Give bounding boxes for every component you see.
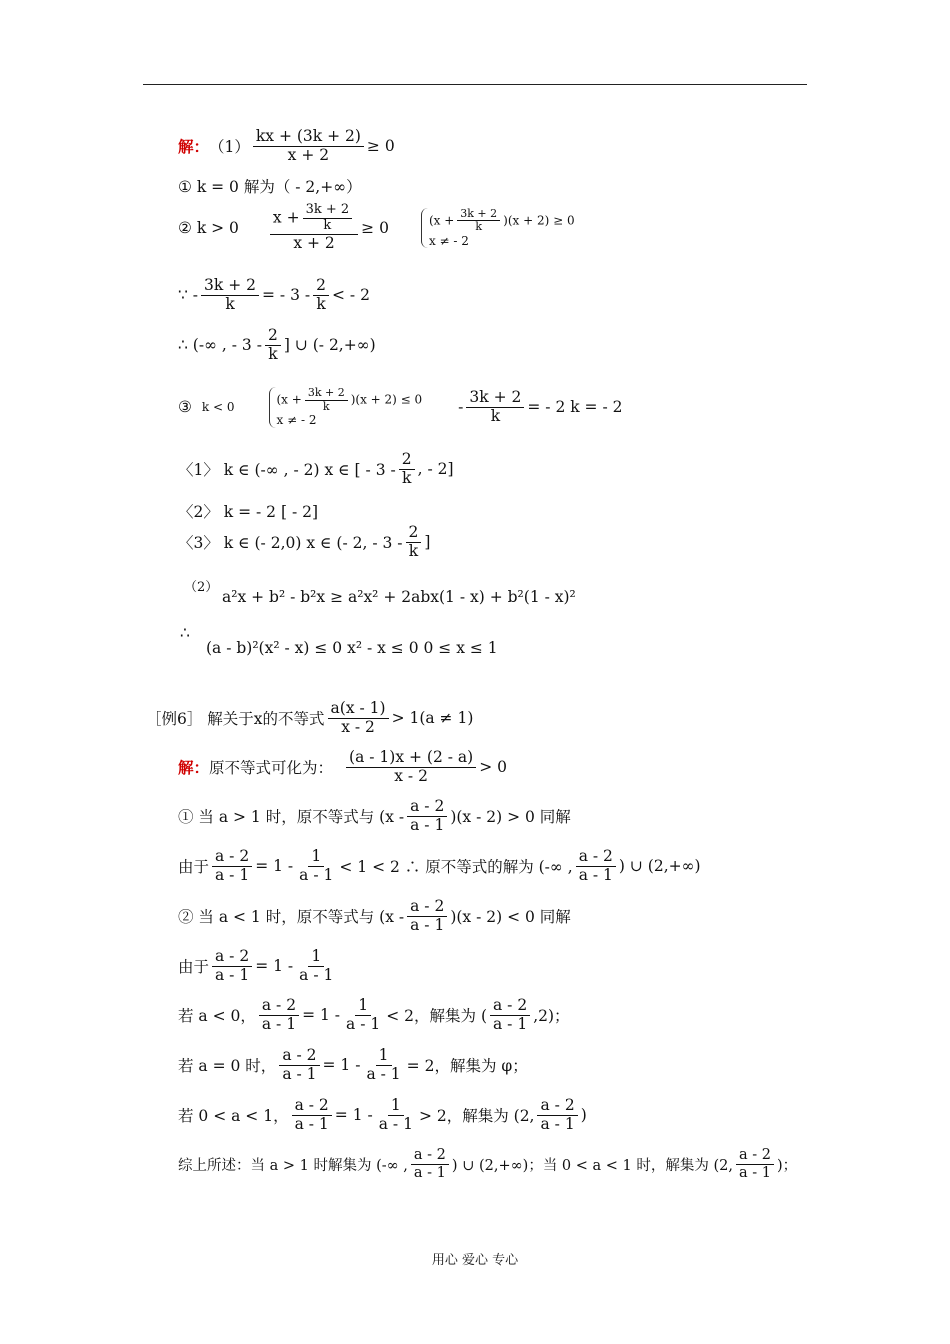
- part2-therefore: ∴: [180, 624, 190, 642]
- example6-title: ［例6］ 解关于x的不等式 $\frac{a(x - 1)}{x - 2}$ > 1(a ≠ 1): [146, 699, 474, 736]
- ex6-summary: 综上所述：当 a > 1 时解集为 (-∞ , $\frac{a - 2}{a - 1}$ ) ∪ (2,+∞)；当 0 < a < 1 时，解集为 (2, $\frac{a - 2}{a - 1}$ )；: [178, 1147, 798, 1181]
- because-line: ∵ - $\frac{3k + 2}{k}$ = - 3 - $\frac{2}{k}$ < - 2: [178, 276, 370, 313]
- inequality-system: (x + $\frac{3k + 2}{k}$ )(x + 2) ≤ 0 x ≠ - 2: [269, 387, 423, 428]
- ex6-if1: 若 a < 0， $\frac{a - 2}{a - 1}$ = 1 - $\frac{1}{a - 1}$ < 2，解集为 ( $\frac{a - 2}{a - 1}$ ,2)；: [178, 996, 570, 1033]
- ex6-case2: ② 当 a < 1 时，原不等式与 (x - $\frac{a - 2}{a - 1}$ )(x - 2) < 0 同解: [178, 897, 571, 934]
- case3-line: ③ k < 0 (x + $\frac{3k + 2}{k}$ )(x + 2) ≤ 0 x ≠ - 2 - $\frac{3k + 2}{k}$ = - 2 k = - 2: [178, 386, 623, 428]
- part2-result: (a - b)²(x² - x) ≤ 0 x² - x ≤ 0 0 ≤ x ≤ 1: [206, 639, 498, 657]
- part2-label: （2）: [184, 580, 219, 595]
- ex6-case1: ① 当 a > 1 时，原不等式与 (x - $\frac{a - 2}{a - 1}$ )(x - 2) > 0 同解: [178, 797, 571, 834]
- subcase2-line: 〈2〉 k = - 2 [ - 2]: [178, 503, 319, 521]
- ex6-line1: 解： 原不等式可化为： $\frac{(a - 1)x + (2 - a)}{x - 2}$ > 0: [178, 748, 507, 785]
- case2-line: ② k > 0 x + $\frac{3k + 2}{k}$ x + 2 ≥ 0 (x + $\frac{3k + 2}{k}$ )(x + 2) ≥ 0 x ≠ - 2: [178, 202, 575, 252]
- part-label: （1）: [209, 138, 250, 157]
- fraction: x + $\frac{3k + 2}{k}$ x + 2: [270, 203, 358, 253]
- solution-label: 解：: [178, 137, 210, 157]
- ex6-since1: 由于 $\frac{a - 2}{a - 1}$ = 1 - $\frac{1}{a - 1}$ < 1 < 2 ∴ 原不等式的解为 (-∞ , $\frac{a - 2}{a - 1}$ ) ∪ (2,+∞): [178, 847, 701, 884]
- inequality-system: (x + $\frac{3k + 2}{k}$ )(x + 2) ≥ 0 x ≠ - 2: [421, 208, 575, 249]
- ex6-since2: 由于 $\frac{a - 2}{a - 1}$ = 1 - $\frac{1}{a - 1}$: [178, 947, 334, 984]
- sol1-line1: 解： （1） $\frac{kx + (3k + 2)}{x + 2}$ ≥ 0: [178, 127, 395, 164]
- header-rule: [143, 84, 807, 85]
- solution-label: 解：: [178, 758, 210, 778]
- therefore-line: ∴ (-∞ , - 3 - $\frac{2}{k}$ ] ∪ (- 2,+∞): [178, 326, 376, 363]
- page-footer: 用心 爱心 专心: [431, 1253, 519, 1268]
- subcase1-line: 〈1〉 k ∈ (-∞ , - 2) x ∈ [ - 3 - $\frac{2}{k}$ , - 2]: [178, 450, 454, 487]
- part2-expression: a²x + b² - b²x ≥ a²x² + 2abx(1 - x) + b²(1 - x)²: [222, 588, 576, 606]
- fraction: $\frac{kx + (3k + 2)}{x + 2}$: [253, 128, 364, 165]
- case1-line: ① k = 0 解为（ - 2,+∞）: [178, 178, 362, 196]
- ex6-if3: 若 0 < a < 1， $\frac{a - 2}{a - 1}$ = 1 - $\frac{1}{a - 1}$ > 2，解集为 (2, $\frac{a - 2}{a - 1}$ ): [178, 1096, 587, 1133]
- subcase3-line: 〈3〉 k ∈ (- 2,0) x ∈ (- 2, - 3 - $\frac{2}{k}$ ]: [178, 523, 431, 560]
- ex6-if2: 若 a = 0 时， $\frac{a - 2}{a - 1}$ = 1 - $\frac{1}{a - 1}$ = 2，解集为 φ；: [178, 1046, 528, 1083]
